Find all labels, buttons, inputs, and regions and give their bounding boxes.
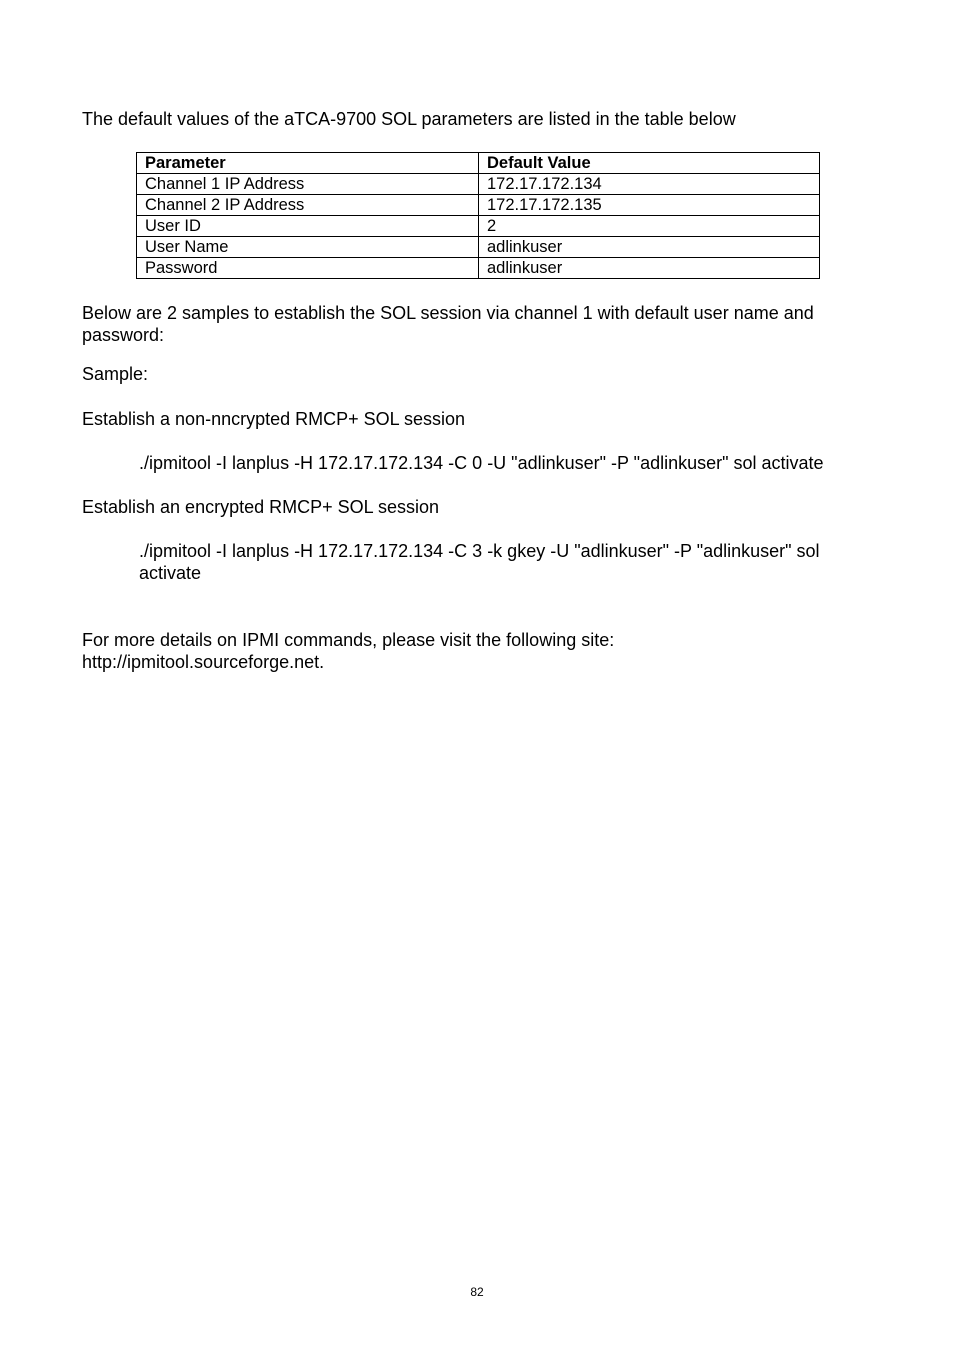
more-details-paragraph	[82, 629, 882, 673]
table-row	[137, 258, 820, 279]
table-header-parameter: Parameter	[137, 153, 479, 174]
example1-description: Establish a non-nncrypted RMCP+ SOL session	[82, 409, 466, 429]
samples-intro-paragraph: Below are 2 samples to establish the SOL session via channel 1 with default user name and password:	[82, 303, 814, 345]
table-cell-parameter: Channel 1 IP Address	[137, 174, 479, 195]
example1-command: ./ipmitool -I lanplus -H 172.17.172.134 -C 0 -U "adlinkuser" -P "adlinkuser" sol activate	[139, 453, 824, 473]
table-cell-parameter: User Name	[137, 237, 479, 258]
sample-label: Sample:	[82, 364, 149, 384]
table-cell-value: adlinkuser	[479, 237, 820, 258]
table-cell-parameter: Password	[137, 258, 479, 279]
more-details-text: For more details on IPMI commands, please visit the following site:	[82, 630, 615, 650]
table-cell-parameter: User ID	[137, 216, 479, 237]
page-number: 82	[470, 1285, 484, 1299]
table-cell-value: 172.17.172.135	[479, 195, 820, 216]
intro-paragraph: The default values of the aTCA-9700 SOL parameters are listed in the table below	[82, 109, 736, 129]
table-row	[137, 174, 820, 195]
sol-parameters-table	[136, 152, 820, 279]
table-cell-value: adlinkuser	[479, 258, 820, 279]
table-header-row	[137, 153, 820, 174]
table-cell-parameter: Channel 2 IP Address	[137, 195, 479, 216]
table-row	[137, 216, 820, 237]
example2-command: ./ipmitool -I lanplus -H 172.17.172.134 -C 3 -k gkey -U "adlinkuser" -P "adlinkuser" sol activate	[139, 541, 820, 583]
table-header-default-value: Default Value	[479, 153, 820, 174]
example2-description: Establish an encrypted RMCP+ SOL session	[82, 497, 440, 517]
table-row	[137, 195, 820, 216]
table-row	[137, 237, 820, 258]
table-cell-value: 2	[479, 216, 820, 237]
ipmitool-url: http://ipmitool.sourceforge.net.	[82, 652, 325, 672]
table-cell-value: 172.17.172.134	[479, 174, 820, 195]
